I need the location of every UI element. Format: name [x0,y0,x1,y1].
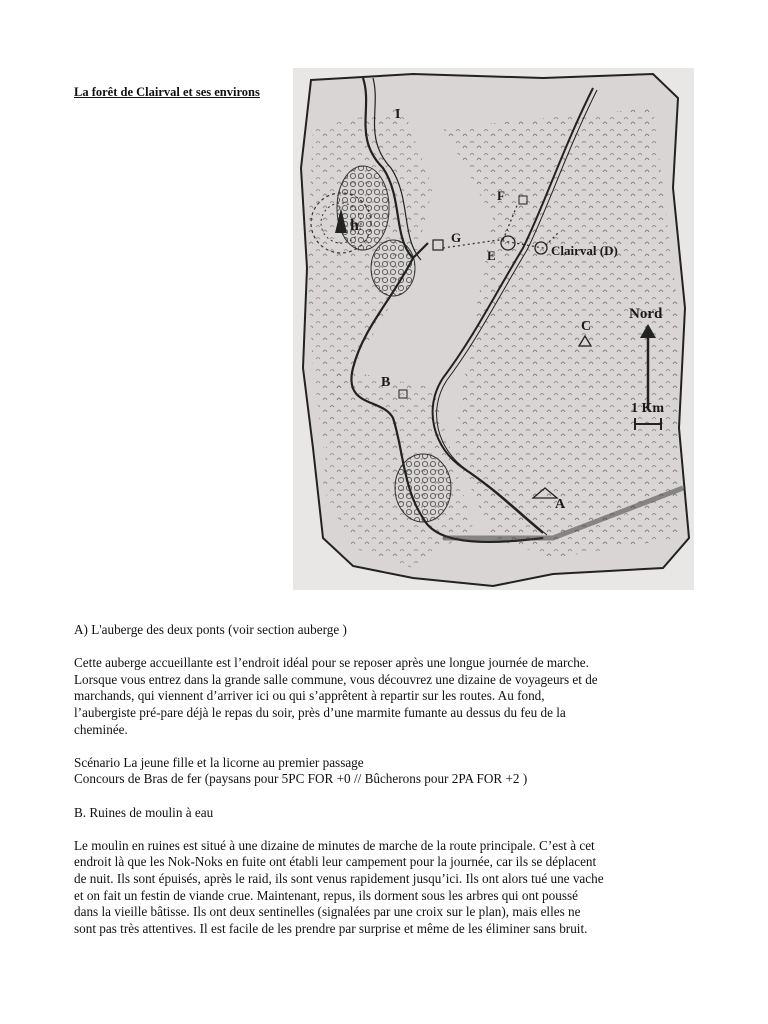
text-line: de nuit. Ils sont épuisés, après le raid, ils sont venus rapidement jusqu’ici. Ils ont alors tué une vache [74,870,604,886]
contest-line: Concours de Bras de fer (paysans pour 5PC FOR +0 // Bûcherons pour 2PA FOR +2 ) [74,771,528,787]
document-body [74,622,704,954]
label-b: B [381,375,391,390]
text-line: marchands, qui viennent d’arriver ici ou qui s’apprêtent à repartir sur les routes. Au fond, [74,688,545,704]
section-a-extra [74,755,704,788]
scenario-line: Scénario La jeune fille et la licorne au premier passage [74,754,364,770]
text-line: sont pas très attentives. Il est facile de les prendre par surprise et même de les éliminer sans bruit. [74,920,588,936]
map-illustration [293,68,694,590]
forest-map [293,68,694,590]
text-line: Le moulin en ruines est situé à une dizaine de minutes de marche de la route principale. C’est à cet [74,837,595,853]
label-h: h [350,217,359,234]
label-c: C [581,319,592,334]
label-g: G [451,230,462,245]
text-line: endroit là que les Nok-Noks en fuite ont établi leur campement pour la journée, car ils se déplacent [74,854,597,870]
label-clairval: Clairval (D) [551,243,618,258]
page-title: La forêt de Clairval et ses environs [74,85,260,99]
label-f: F [497,188,505,203]
text-line: cheminée. [74,721,128,737]
text-line: Cette auberge accueillante est l’endroit idéal pour se reposer après une longue journée de marche. [74,655,589,671]
label-a: A [555,497,566,512]
label-e: E [487,248,496,263]
text-line: dans la vieille bâtisse. Ils ont deux sentinelles (signalées par une croix sur le plan), mais elles ne [74,904,581,920]
scale-label: 1 Km [631,401,665,416]
text-line: et on fait un festin de viande crue. Maintenant, repus, ils dorment sous les arbres qui ont poussé [74,887,578,903]
label-i: I [395,107,401,122]
north-label: Nord [629,306,663,322]
section-a-heading: A) L'auberge des deux ponts (voir section auberge ) [74,622,347,637]
section-b-heading: B. Ruines de moulin à eau [74,804,214,820]
section-b-body [74,838,704,938]
section-a-body [74,655,704,738]
text-line: l’aubergiste pré-pare déjà le repas du soir, près d’une marmite fumante au dessus du feu de la [74,704,566,720]
text-line: Lorsque vous entrez dans la grande salle commune, vous découvrez une dizaine de voyageurs et de [74,671,598,687]
